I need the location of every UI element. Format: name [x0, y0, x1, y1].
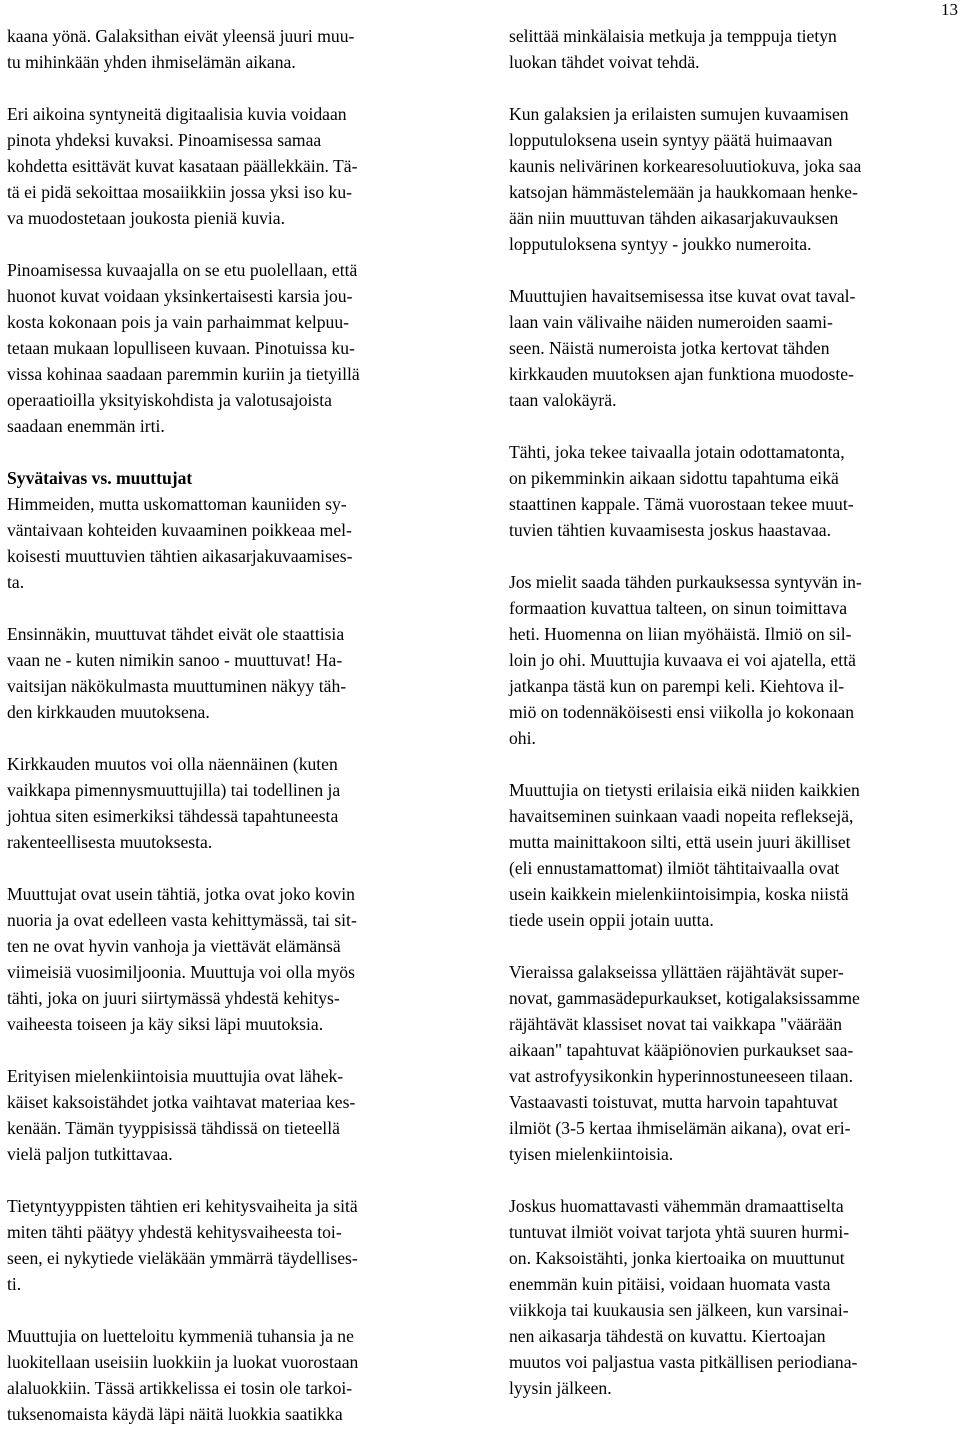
- paragraph-gap: [7, 1297, 459, 1323]
- text-line: on pikemminkin aikaan sidottu tapahtuma eikä: [509, 468, 839, 488]
- text-line: lopputuloksena usein syntyy päätä huimaavan: [509, 130, 833, 150]
- text-line: Ensinnäkin, muuttuvat tähdet eivät ole staattisia: [7, 624, 345, 644]
- text-line: tä ei pidä sekoittaa mosaiikkiin jossa yksi iso ku-: [7, 182, 352, 202]
- text-line: tähti, joka on juuri siirtymässä yhdestä kehitys-: [7, 988, 340, 1008]
- paragraph: [7, 751, 459, 855]
- text-line: johtua siten esimerkiksi tähdessä tapahtuneesta: [7, 806, 339, 826]
- text-line: Vieraissa galakseissa yllättäen räjähtävät super-: [509, 962, 844, 982]
- text-line: huonot kuvat voidaan yksinkertaisesti karsia jou-: [7, 286, 353, 306]
- text-line: loin jo ohi. Muuttujia kuvaava ei voi ajatella, että: [509, 650, 856, 670]
- text-line: luokitellaan useisiin luokkiin ja luokat vuorostaan: [7, 1352, 359, 1372]
- paragraph: [7, 101, 459, 231]
- text-line: ohi.: [509, 728, 536, 748]
- text-line: Muuttujia on tietysti erilaisia eikä niiden kaikkien: [509, 780, 860, 800]
- text-line: on. Kaksoistähti, jonka kiertoaika on muuttunut: [509, 1248, 845, 1268]
- text-line: Tietyntyyppisten tähtien eri kehitysvaiheita ja sitä: [7, 1196, 358, 1216]
- page-number: 13: [941, 0, 958, 19]
- paragraph-gap: [509, 751, 960, 777]
- text-line: operaatioilla yksityiskohdista ja valotusajoista: [7, 390, 332, 410]
- text-line: tetaan mukaan lopulliseen kuvaan. Pinotuissa ku-: [7, 338, 355, 358]
- paragraph: [7, 257, 459, 439]
- paragraph: [7, 1193, 459, 1297]
- text-line: tuksenomaista käydä läpi näitä luokkia saatikka: [7, 1404, 343, 1424]
- text-line: muutos voi paljastua vasta pitkällisen periodiana-: [509, 1352, 858, 1372]
- text-line: katsojan hämmästelemään ja haukkomaan henke-: [509, 182, 858, 202]
- text-line: viikkoja tai kuukausia sen jälkeen, kun varsinai-: [509, 1300, 849, 1320]
- text-line: selittää minkälaisia metkuja ja temppuja tietyn: [509, 26, 837, 46]
- left-column: [7, 23, 459, 1427]
- paragraph-gap: [509, 1167, 960, 1193]
- text-line: luokan tähdet voivat tehdä.: [509, 52, 700, 72]
- text-line: alaluokkiin. Tässä artikkelissa ei tosin ole tarkoi-: [7, 1378, 353, 1398]
- text-line: Kirkkauden muutos voi olla näennäinen (kuten: [7, 754, 338, 774]
- paragraph-gap: [509, 933, 960, 959]
- text-line: taan valokäyrä.: [509, 390, 617, 410]
- text-line: vissa kohinaa saadaan paremmin kuriin ja tietyillä: [7, 364, 360, 384]
- text-line: saadaan enemmän irti.: [7, 416, 165, 436]
- paragraph-gap: [509, 75, 960, 101]
- text-line: kaana yönä. Galaksithan eivät yleensä juuri muu-: [7, 26, 355, 46]
- paragraph-gap: [7, 855, 459, 881]
- paragraph: [7, 621, 459, 725]
- paragraph-gap: [7, 725, 459, 751]
- text-line: miten tähti päätyy yhdestä kehitysvaiheesta toi-: [7, 1222, 342, 1242]
- paragraph: [7, 1323, 459, 1427]
- text-line: vaiheesta toiseen ja käy siksi läpi muutoksia.: [7, 1014, 324, 1034]
- text-line: kosta kokonaan pois ja vain parhaimmat kelpuu-: [7, 312, 350, 332]
- text-line: rakenteellisesta muutoksesta.: [7, 832, 213, 852]
- text-line: lyysin jälkeen.: [509, 1378, 612, 1398]
- paragraph-gap: [7, 1167, 459, 1193]
- text-line: käiset kaksoistähdet jotka vaihtavat materiaa kes-: [7, 1092, 356, 1112]
- paragraph-gap: [509, 413, 960, 439]
- text-line: Himmeiden, mutta uskomattoman kauniiden sy-: [7, 494, 347, 514]
- text-line: seen. Näistä numeroista jotka kertovat tähden: [509, 338, 830, 358]
- text-line: pinota yhdeksi kuvaksi. Pinoamisessa samaa: [7, 130, 322, 150]
- text-line: ti.: [7, 1274, 22, 1294]
- text-line: havaitseminen suinkaan vaadi nopeita refleksejä,: [509, 806, 854, 826]
- text-line: vaitsijan näkökulmasta muuttuminen näkyy täh-: [7, 676, 347, 696]
- text-line: laan vain välivaihe näiden numeroiden saami-: [509, 312, 833, 332]
- paragraph-gap: [7, 75, 459, 101]
- text-line: usein kaikkein mielenkiintoisimpia, koska niistä: [509, 884, 849, 904]
- text-line: heti. Huomenna on liian myöhäistä. Ilmiö on sil-: [509, 624, 852, 644]
- paragraph: [509, 283, 960, 413]
- paragraph: [509, 23, 960, 75]
- text-line: Joskus huomattavasti vähemmän dramaattiselta: [509, 1196, 844, 1216]
- text-line: miö on todennäköisesti ensi viikolla jo kokonaan: [509, 702, 854, 722]
- text-line: tuntuvat ilmiöt voivat tarjota yhtä suuren hurmi-: [509, 1222, 850, 1242]
- right-column: [509, 23, 960, 1401]
- text-line: Pinoamisessa kuvaajalla on se etu puolellaan, että: [7, 260, 358, 280]
- paragraph-gap: [7, 1037, 459, 1063]
- text-line: novat, gammasädepurkaukset, kotigalaksissamme: [509, 988, 860, 1008]
- text-line: ta.: [7, 572, 25, 592]
- text-line: aikaan" tapahtuvat kääpiönovien purkaukset saa-: [509, 1040, 854, 1060]
- paragraph: [7, 881, 459, 1037]
- paragraph: [509, 1193, 960, 1401]
- paragraph: [509, 777, 960, 933]
- text-line: nuoria ja ovat edelleen vasta kehittymässä, tai sit-: [7, 910, 357, 930]
- text-line: koisesti muuttuvien tähtien aikasarjakuvaamises-: [7, 546, 353, 566]
- paragraph: [509, 439, 960, 543]
- text-line: vaan ne - kuten nimikin sanoo - muuttuvat! Ha-: [7, 650, 343, 670]
- paragraph-gap: [7, 595, 459, 621]
- paragraph-gap: [7, 231, 459, 257]
- text-line: vielä paljon tutkittavaa.: [7, 1144, 173, 1164]
- paragraph-gap: [7, 439, 459, 465]
- text-line: Vastaavasti toistuvat, mutta harvoin tapahtuvat: [509, 1092, 838, 1112]
- text-line: mutta mainittakoon silti, että usein juuri äkilliset: [509, 832, 851, 852]
- text-line: Kun galaksien ja erilaisten sumujen kuvaamisen: [509, 104, 849, 124]
- text-line: ilmiöt (3-5 kertaa ihmiselämän aikana), ovat eri-: [509, 1118, 851, 1138]
- text-line: enemmän kuin pitäisi, voidaan huomata vasta: [509, 1274, 831, 1294]
- text-line: viimeisiä vuosimiljoonia. Muuttuja voi olla myös: [7, 962, 355, 982]
- text-line: väntaivaan kohteiden kuvaaminen poikkeaa mel-: [7, 520, 352, 540]
- text-line: räjähtävät klassiset novat tai vaikkapa "väärään: [509, 1014, 843, 1034]
- paragraph-gap: [509, 543, 960, 569]
- paragraph: [7, 465, 459, 595]
- text-line: Eri aikoina syntyneitä digitaalisia kuvia voidaan: [7, 104, 347, 124]
- text-line: jatkanpa tästä kun on parempi keli. Kiehtova il-: [509, 676, 845, 696]
- text-line: seen, ei nykytiede vieläkään ymmärrä täydellises-: [7, 1248, 358, 1268]
- paragraph: [7, 23, 459, 75]
- text-line: Tähti, joka tekee taivaalla jotain odottamatonta,: [509, 442, 845, 462]
- text-line: Jos mielit saada tähden purkauksessa syntyvän in-: [509, 572, 862, 592]
- paragraph: [7, 1063, 459, 1167]
- text-line: tyisen mielenkiintoisia.: [509, 1144, 674, 1164]
- section-heading: Syvätaivas vs. muuttujat: [7, 468, 193, 488]
- text-line: vat astrofyysikonkin hyperinnostuneeseen tilaan.: [509, 1066, 853, 1086]
- paragraph: [509, 101, 960, 257]
- text-line: formaation kuvattua talteen, on sinun toimittava: [509, 598, 848, 618]
- text-line: Muuttujia on luetteloitu kymmeniä tuhansia ja ne: [7, 1326, 354, 1346]
- paragraph-gap: [509, 257, 960, 283]
- text-line: tuvien tähtien kuvaamisesta joskus haastavaa.: [509, 520, 831, 540]
- text-line: den kirkkauden muutoksena.: [7, 702, 210, 722]
- text-line: kenään. Tämän tyyppisissä tähdissä on tieteellä: [7, 1118, 340, 1138]
- text-line: kaunis nelivärinen korkearesoluutiokuva, joka saa: [509, 156, 862, 176]
- text-line: ten ne ovat hyvin vanhoja ja viettävät elämänsä: [7, 936, 341, 956]
- text-line: lopputuloksena syntyy - joukko numeroita.: [509, 234, 812, 254]
- text-line: va muodostetaan joukosta pieniä kuvia.: [7, 208, 286, 228]
- text-line: (eli ennustamattomat) ilmiöt tähtitaivaalla ovat: [509, 858, 840, 878]
- text-line: Erityisen mielenkiintoisia muuttujia ovat lähek-: [7, 1066, 344, 1086]
- text-line: kohdetta esittävät kuvat kasataan päällekkäin. Tä-: [7, 156, 358, 176]
- paragraph: [509, 959, 960, 1167]
- text-line: Muuttujien havaitsemisessa itse kuvat ovat taval-: [509, 286, 856, 306]
- paragraph: [509, 569, 960, 751]
- text-line: ään niin muuttuvan tähden aikasarjakuvauksen: [509, 208, 839, 228]
- text-line: nen aikasarja tähdestä on kuvattu. Kiertoajan: [509, 1326, 826, 1346]
- text-line: staattinen kappale. Tämä vuorostaan tekee muut-: [509, 494, 854, 514]
- text-line: tiede usein oppii jotain uutta.: [509, 910, 714, 930]
- text-line: Muuttujat ovat usein tähtiä, jotka ovat joko kovin: [7, 884, 355, 904]
- text-line: vaikkapa pimennysmuuttujilla) tai todellinen ja: [7, 780, 341, 800]
- text-line: kirkkauden muutoksen ajan funktiona muodoste-: [509, 364, 854, 384]
- text-line: tu mihinkään yhden ihmiselämän aikana.: [7, 52, 296, 72]
